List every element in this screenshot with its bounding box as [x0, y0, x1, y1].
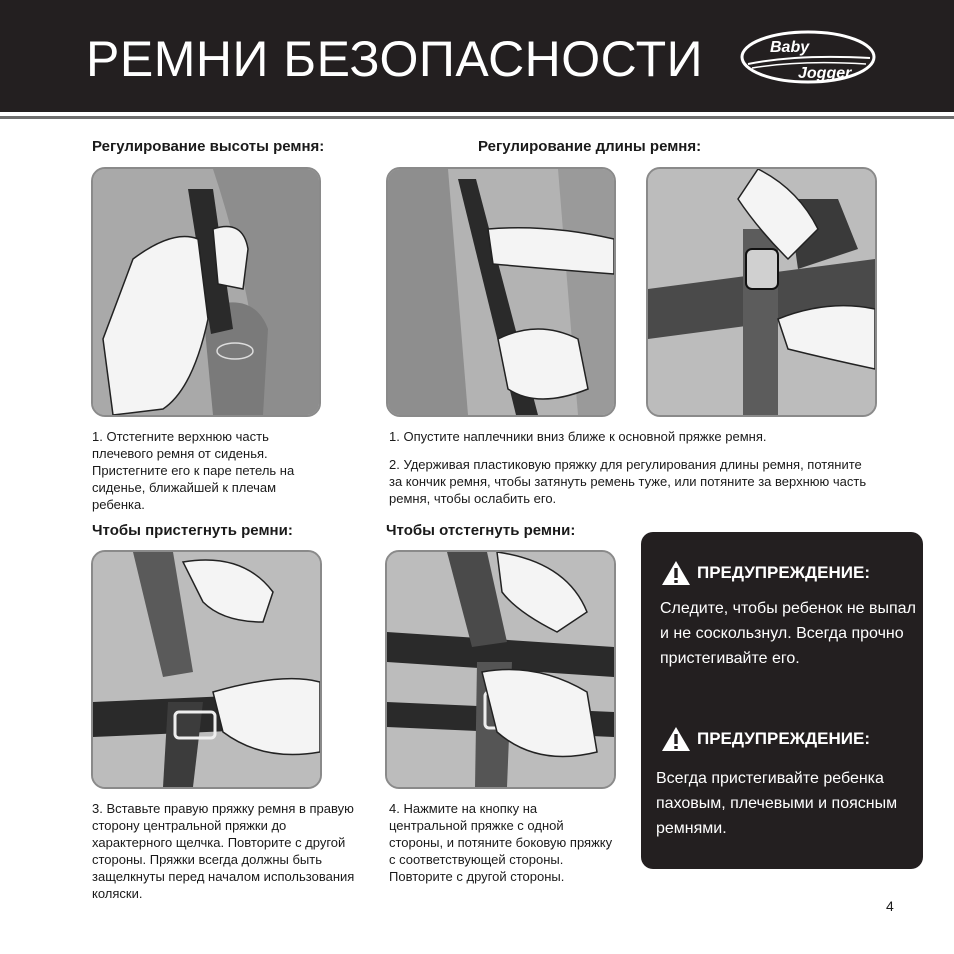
- caption-fasten: 3. Вставьте правую пряжку ремня в правую сторону центральной пряжки до характерного щелчка. Повторите с другой стороны. Пряжки всегда должны быть защелкнуты перед началом использования коляски.: [92, 801, 355, 901]
- warning-title-1: ПРЕДУПРЕЖДЕНИЕ:: [697, 563, 870, 582]
- warning-heading-2: [661, 726, 870, 752]
- header-bar: [0, 0, 954, 112]
- heading-fasten: Чтобы пристегнуть ремни:: [92, 522, 293, 539]
- logo-text-bottom: Jogger: [798, 65, 852, 82]
- photo-fasten-buckle: [91, 550, 322, 789]
- heading-unfasten: Чтобы отстегнуть ремни:: [386, 522, 576, 539]
- warning-triangle-icon: [661, 726, 691, 752]
- warning-triangle-icon: [661, 560, 691, 586]
- warning-title-2: ПРЕДУПРЕЖДЕНИЕ:: [697, 729, 870, 748]
- photo-unfasten-buckle: [385, 550, 616, 789]
- warning-text-2: Всегда пристегивайте ребенка паховым, плечевыми и поясным ремнями.: [656, 770, 898, 837]
- heading-strap-height: Регулирование высоты ремня:: [92, 138, 325, 155]
- logo-text-top: Baby: [770, 39, 810, 56]
- photo-strap-length-shoulder: [386, 167, 616, 417]
- baby-jogger-logo: [738, 28, 878, 86]
- caption-strap-length-1: 1. Опустите наплечники вниз ближе к основной пряжке ремня.: [389, 429, 767, 444]
- warning-heading-1: [661, 560, 870, 586]
- warning-text-1: Следите, чтобы ребенок не выпал и не соскользнул. Всегда прочно пристегивайте его.: [660, 600, 916, 667]
- photo-strap-length-buckle: [646, 167, 877, 417]
- warning-box: [641, 532, 923, 869]
- caption-unfasten: 4. Нажмите на кнопку на центральной пряжке с одной стороны, и потяните боковую пряжку с соответствующей стороны. Повторите с другой стороны.: [389, 801, 613, 884]
- page-number: 4: [886, 898, 894, 914]
- caption-strap-length-2: 2. Удерживая пластиковую пряжку для регулирования длины ремня, потяните за кончик ремня, чтобы затянуть ремень туже, или потяните за верхнюю часть ремня, чтобы ослабить его.: [389, 457, 867, 506]
- photo-strap-height: [91, 167, 321, 417]
- heading-strap-length: Регулирование длины ремня:: [478, 138, 702, 155]
- page-title: РЕМНИ БЕЗОПАСНОСТИ: [86, 31, 704, 87]
- header-divider: [0, 116, 954, 119]
- caption-strap-height: 1. Отстегните верхнюю часть плечевого ремня от сиденья. Пристегните его к паре петель на сиденье, ближайшей к плечам ребенка.: [92, 429, 295, 512]
